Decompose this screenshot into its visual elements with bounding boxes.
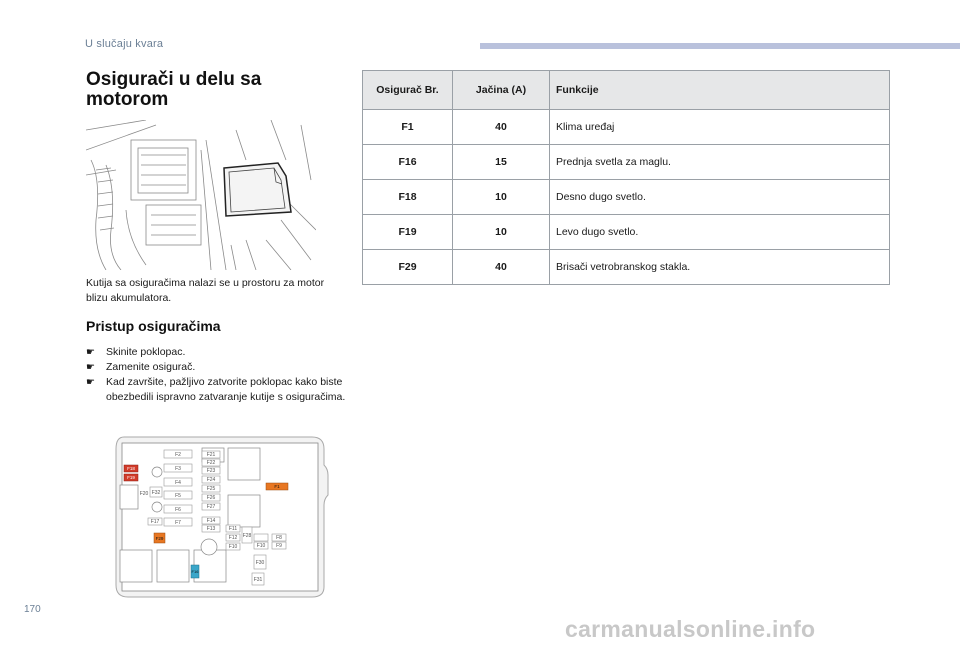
fuse-label-f4: F4 xyxy=(175,480,181,486)
fuse-label-f3: F3 xyxy=(175,466,181,472)
fuse-label-f16: F16 xyxy=(191,569,199,574)
fuse-label-f28: F28 xyxy=(242,533,252,539)
fuse-label-f9: F9 xyxy=(276,543,282,549)
fuse-label-f14: F14 xyxy=(206,518,216,524)
table-header-row xyxy=(363,71,890,110)
cell-function: Levo dugo svetlo. xyxy=(550,215,890,250)
table-row xyxy=(363,250,890,285)
fuse-label-f18: F18 xyxy=(127,466,135,471)
cell-fuse: F1 xyxy=(363,110,453,145)
table-row xyxy=(363,145,890,180)
page-title-line-2: motorom xyxy=(86,89,169,110)
fuse-label-f1: F1 xyxy=(274,484,280,489)
steps-list xyxy=(86,345,346,405)
cell-function: Brisači vetrobranskog stakla. xyxy=(550,250,890,285)
pointing-hand-icon: ☛ xyxy=(86,347,95,358)
fuse-label-f8: F8 xyxy=(276,535,282,541)
cell-function: Prednja svetla za maglu. xyxy=(550,145,890,180)
engine-bay-illustration xyxy=(86,120,316,270)
column-header-functions: Funkcije xyxy=(550,71,890,110)
cell-fuse: F29 xyxy=(363,250,453,285)
header-bar xyxy=(480,43,960,49)
fuse-label-f32: F32 xyxy=(151,490,161,496)
pointing-hand-icon: ☛ xyxy=(86,362,95,373)
step-item xyxy=(86,345,346,360)
fuse-label-f5: F5 xyxy=(175,493,181,499)
fuse-label-f6: F6 xyxy=(175,507,181,513)
fuse-label-f13: F13 xyxy=(206,526,216,532)
fuse-label-f24: F24 xyxy=(206,477,216,483)
section-subtitle: Pristup osiguračima xyxy=(86,318,221,334)
fuse-label-f29: F29 xyxy=(155,536,164,541)
fuse-label-f19: F19 xyxy=(127,475,135,480)
cell-rating: 40 xyxy=(453,250,550,285)
section-header: U slučaju kvara xyxy=(85,38,164,50)
cell-rating: 15 xyxy=(453,145,550,180)
cell-rating: 10 xyxy=(453,180,550,215)
cell-fuse: F19 xyxy=(363,215,453,250)
fuse-label-f25: F25 xyxy=(206,486,216,492)
cell-function: Desno dugo svetlo. xyxy=(550,180,890,215)
cell-function: Klima uređaj xyxy=(550,110,890,145)
page-title xyxy=(86,70,261,110)
step-text: Kad završite, pažljivo zatvorite poklopac kako biste obezbedili ispravno zatvaranje kutije s osiguračima. xyxy=(106,376,346,403)
table-row xyxy=(363,180,890,215)
fuse-label-f2: F2 xyxy=(175,452,181,458)
fuse-label-f10: F10 xyxy=(228,544,238,550)
fuse-label-f30: F30 xyxy=(255,560,265,566)
step-item xyxy=(86,360,346,375)
fuse-box-diagram xyxy=(112,435,329,599)
pointing-hand-icon: ☛ xyxy=(86,377,95,388)
step-item xyxy=(86,375,346,405)
page-title-line-1: Osigurači u delu sa xyxy=(86,69,262,90)
fuse-label-f23: F23 xyxy=(206,468,216,474)
column-header-rating: Jačina (A) xyxy=(453,71,550,110)
cell-fuse: F16 xyxy=(363,145,453,180)
fuse-label-f27: F27 xyxy=(206,504,216,510)
fuse-table xyxy=(362,70,890,285)
cell-fuse: F18 xyxy=(363,180,453,215)
location-description: Kutija sa osiguračima nalazi se u prostoru za motor blizu akumulatora. xyxy=(86,277,325,304)
fuse-label-f12: F12 xyxy=(228,535,238,541)
fuse-label-f10b: F10 xyxy=(256,543,266,549)
fuse-label-f20: F20 xyxy=(139,491,149,497)
fuse-label-f22: F22 xyxy=(206,460,216,466)
table-row xyxy=(363,110,890,145)
fuse-label-f11: F11 xyxy=(228,526,238,532)
fuse-label-f21: F21 xyxy=(206,452,216,458)
step-text: Skinite poklopac. xyxy=(106,346,186,358)
fuse-label-f26: F26 xyxy=(206,495,216,501)
table-row xyxy=(363,215,890,250)
cell-rating: 40 xyxy=(453,110,550,145)
step-text: Zamenite osigurač. xyxy=(106,361,196,373)
page-number: 170 xyxy=(24,604,41,615)
cell-rating: 10 xyxy=(453,215,550,250)
fuse-label-f31: F31 xyxy=(253,577,263,583)
fuse-label-f7: F7 xyxy=(175,520,181,526)
fuse-label-f17: F17 xyxy=(150,519,160,525)
column-header-fuse: Osigurač Br. xyxy=(363,71,453,110)
watermark: carmanualsonline.info xyxy=(565,616,816,642)
